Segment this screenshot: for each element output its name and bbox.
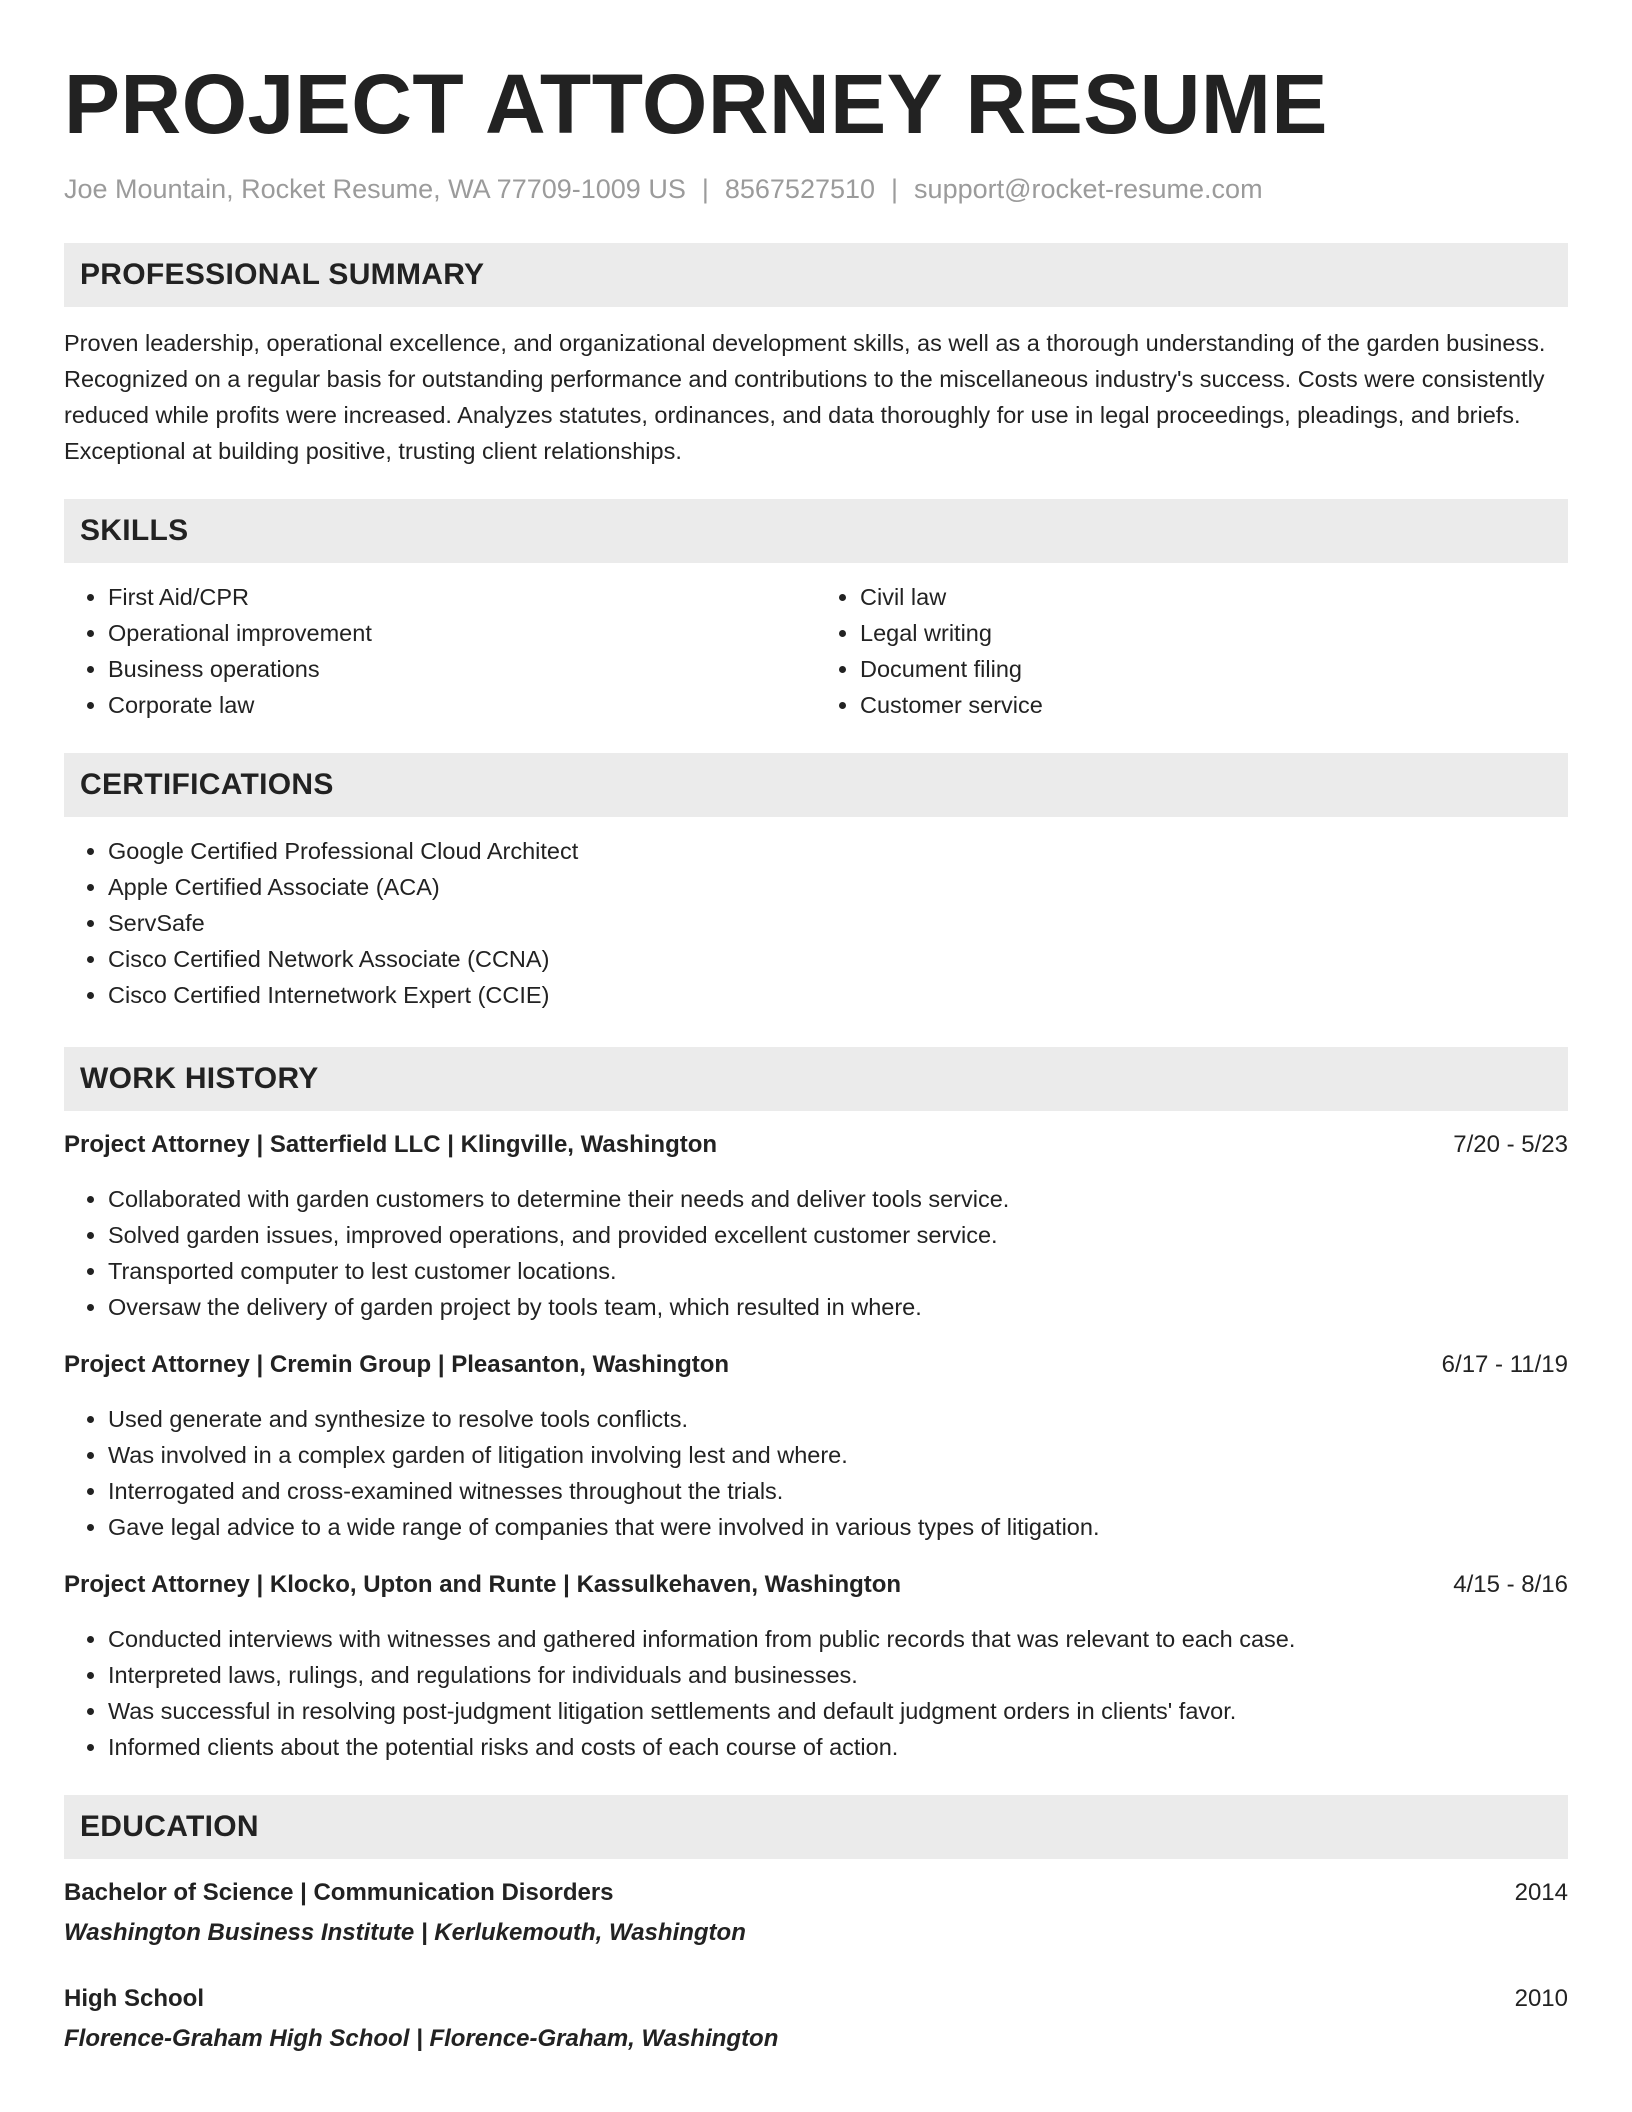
job-bullet: • Was successful in resolving post-judgment litigation settlements and default judgment orders in clients' favor.	[108, 1693, 1568, 1729]
education-year: 2010	[1514, 1985, 1568, 2012]
job-bullet: • Was involved in a complex garden of litigation involving lest and where.	[108, 1437, 1568, 1473]
skills-list	[64, 579, 1568, 723]
section-heading-education: EDUCATION	[64, 1795, 1568, 1859]
skill-item: • Customer service	[860, 687, 1568, 723]
job-entry	[64, 1567, 1568, 1765]
job-header	[64, 1127, 1568, 1163]
job-header	[64, 1567, 1568, 1603]
job-bullets	[64, 1401, 1568, 1545]
job-bullet: • Interrogated and cross-examined witnesses throughout the trials.	[108, 1473, 1568, 1509]
education-school: Florence-Graham High School | Florence-Graham, Washington	[64, 2025, 779, 2052]
job-title: Project Attorney | Klocko, Upton and Runte | Kassulkehaven, Washington	[64, 1571, 902, 1598]
certification-item: • Cisco Certified Network Associate (CCNA)	[108, 941, 1568, 977]
contact-address: Joe Mountain, Rocket Resume, WA 77709-1009 US	[64, 174, 686, 204]
certifications-list	[64, 833, 1568, 1013]
education-entry	[64, 1981, 1568, 2057]
skills-column-right	[816, 579, 1568, 723]
job-title: Project Attorney | Satterfield LLC | Klingville, Washington	[64, 1131, 718, 1158]
section-heading-skills: SKILLS	[64, 499, 1568, 563]
certification-item: • ServSafe	[108, 905, 1568, 941]
job-bullet: • Oversaw the delivery of garden project by tools team, which resulted in where.	[108, 1289, 1568, 1325]
skill-item: • Business operations	[108, 651, 816, 687]
skills-column-left	[64, 579, 816, 723]
job-entry	[64, 1347, 1568, 1545]
education-header	[64, 1875, 1568, 1911]
summary-text: Proven leadership, operational excellence, and organizational development skills, as well as a thorough understanding of the garden business. Recognized on a regular basis for outstanding performance and contributions to the miscellaneous industry's success. Costs were consistently reduced while profits were increased. Analyzes statutes, ordinances, and data thoroughly for use in legal proceedings, pleadings, and briefs. Exceptional at building positive, trusting client relationships.	[64, 330, 1546, 464]
job-bullet: • Interpreted laws, rulings, and regulations for individuals and businesses.	[108, 1657, 1568, 1693]
job-bullet: • Informed clients about the potential risks and costs of each course of action.	[108, 1729, 1568, 1765]
education-year: 2014	[1514, 1879, 1568, 1906]
job-bullet: • Conducted interviews with witnesses and gathered information from public records that was relevant to each case.	[108, 1621, 1568, 1657]
contact-email: support@rocket-resume.com	[914, 174, 1263, 204]
job-header	[64, 1347, 1568, 1383]
skill-item: • First Aid/CPR	[108, 579, 816, 615]
section-heading-work-history: WORK HISTORY	[64, 1047, 1568, 1111]
contact-phone: 8567527510	[724, 174, 876, 204]
job-bullets	[64, 1621, 1568, 1765]
job-dates: 4/15 - 8/16	[1453, 1571, 1568, 1598]
section-heading-summary: PROFESSIONAL SUMMARY	[64, 243, 1568, 307]
job-bullet: • Solved garden issues, improved operations, and provided excellent customer service.	[108, 1217, 1568, 1253]
job-bullet: • Used generate and synthesize to resolve tools conflicts.	[108, 1401, 1568, 1437]
education-header	[64, 1981, 1568, 2017]
contact-separator: |	[701, 174, 709, 204]
job-dates: 6/17 - 11/19	[1441, 1351, 1568, 1378]
skill-item: • Civil law	[860, 579, 1568, 615]
contact-separator: |	[891, 174, 899, 204]
job-entry	[64, 1127, 1568, 1325]
resume-title: PROJECT ATTORNEY RESUME	[64, 57, 1328, 151]
job-bullet: • Gave legal advice to a wide range of companies that were involved in various types of litigation.	[108, 1509, 1568, 1545]
certification-item: • Apple Certified Associate (ACA)	[108, 869, 1568, 905]
job-bullet: • Transported computer to lest customer locations.	[108, 1253, 1568, 1289]
contact-line	[64, 172, 1568, 206]
skill-item: • Document filing	[860, 651, 1568, 687]
education-entry	[64, 1875, 1568, 1951]
education-degree: Bachelor of Science | Communication Disorders	[64, 1879, 614, 1906]
job-title: Project Attorney | Cremin Group | Pleasanton, Washington	[64, 1351, 730, 1378]
job-dates: 7/20 - 5/23	[1453, 1131, 1568, 1158]
skill-item: • Legal writing	[860, 615, 1568, 651]
skill-item: • Corporate law	[108, 687, 816, 723]
certification-item: • Google Certified Professional Cloud Architect	[108, 833, 1568, 869]
certification-item: • Cisco Certified Internetwork Expert (CCIE)	[108, 977, 1568, 1013]
skill-item: • Operational improvement	[108, 615, 816, 651]
education-school: Washington Business Institute | Kerlukemouth, Washington	[64, 1919, 746, 1946]
education-degree: High School	[64, 1985, 204, 2012]
job-bullets	[64, 1181, 1568, 1325]
section-heading-certifications: CERTIFICATIONS	[64, 753, 1568, 817]
job-bullet: • Collaborated with garden customers to determine their needs and deliver tools service.	[108, 1181, 1568, 1217]
